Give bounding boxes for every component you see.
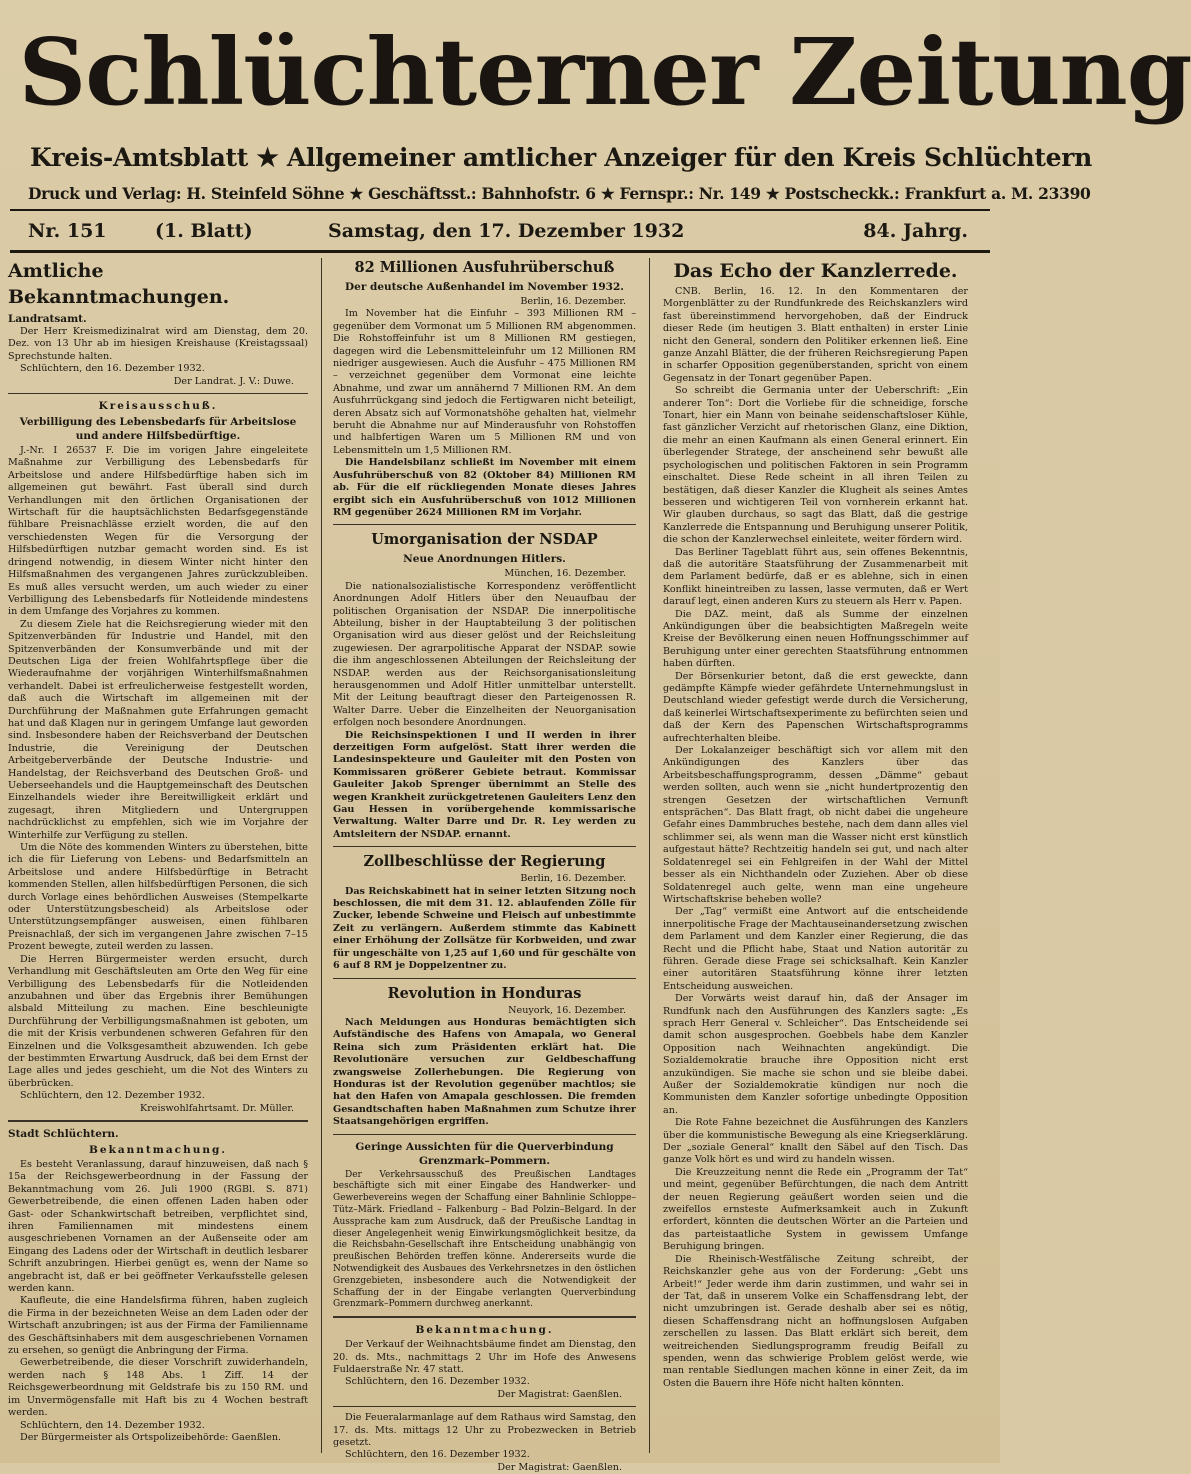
issue-date: Samstag, den 17. Dezember 1932 bbox=[328, 220, 685, 242]
separator bbox=[333, 1406, 636, 1407]
article-title: 82 Millionen Ausfuhrüberschuß bbox=[354, 259, 615, 276]
separator bbox=[333, 846, 636, 847]
column-divider bbox=[649, 258, 650, 1453]
article-paragraph: Der Vorwärts weist darauf hin, daß der Ansager im Rundfunk nach den Ausführungen des Kanzlers sagte: „Es sprach Herr General v. Schleicher“. Das Entscheidende sei damit schon ausgesprochen. Goebbels habe dem Kanzler Opposition nach Weihnachten angekündigt. Die Sozialdemokratie brauche ihre Opposition nicht erst anzukündigen. Sie mache sie schon und sie bleibe dabei. Außer der Sozialdemokratie kündigen nur noch die Kommunisten dem Kanzler sofortige unbedingte Opposition an. bbox=[663, 993, 968, 1116]
article-dateline: Berlin, 16. Dezember. bbox=[520, 296, 626, 307]
article-paragraph: Die Reichsinspektionen I und II werden in ihrer derzeitigen Form aufgelöst. Statt ihrer werden die Landesinspekteure und Gauleiter mit den Posten von Kommissaren größerer Gebiete betraut. Kommissar Gauleiter Jakob Sprenger übernimmt an Stelle des wegen Krankheit zurückgetretenen Gauleiters Lenz den Gau Hessen in vorübergehende kommissarische Verwaltung. Walter Darre und Dr. R. Ley werden zu Amtsleitern der NSDAP. ernannt. bbox=[333, 729, 636, 840]
notice-paragraph: J.-Nr. I 26537 F. Die im vorigen Jahre eingeleitete Maßnahme zur Verbilligung des Lebensbedarfs für Arbeitslose und andere Hilfsbedürftige haben sich im allgemeinen gut bewährt. Fast überall sind durch Verhandlungen mit den örtlichen Organisationen der Wirtschaft für die hauptsächlichsten Bedarfsgegenstände fühlbare Preisnachlässe erzielt worden, die auf den verschiedensten Wegen für die Versorgung der Hilfsbedürftigen nutzbar gemacht worden sind. Es ist dringend notwendig, in diesem Winter nicht hinter den Hilfsmaßnahmen des vergangenen Jahres zurückzubleiben. Es muß alles versucht werden, um auch wieder zu einer Verbilligung des Lebensbedarfs für Notleidende mindestens in dem Umfange des Vorjahres zu kommen. bbox=[8, 445, 308, 618]
article-subtitle: Neue Anordnungen Hitlers. bbox=[403, 553, 566, 566]
notice-paragraph: Gewerbetreibende, die dieser Vorschrift zuwiderhandeln, werden nach § 148 Abs. 1 Ziff. 14 der Reichsgewerbeordnung mit Geldstrafe bis zu 150 RM. und im Unvermögensfalle mit Haft bis zu 4 Wochen bestraft werden. bbox=[8, 1357, 308, 1419]
article-subtitle: Der deutsche Außenhandel im November 1932. bbox=[345, 281, 624, 293]
article-title: Das Echo der Kanzlerrede. bbox=[673, 260, 958, 282]
column-official-notices bbox=[8, 258, 308, 1453]
column-news bbox=[333, 258, 636, 1473]
article-paragraph: Im November hat die Einfuhr – 393 Millionen RM – gegenüber dem Vormonat um 5 Millionen RM abgenommen. Die Rohstoffeinfuhr ist um 8 Millionen RM gestiegen, dagegen wird die Lebensmitteleinfuhr um 12 Millionen RM niedriger ausgewiesen. Auch die Ausfuhr – 475 Millionen RM – verzeichnet gegenüber dem Vormonat eine leichte Abnahme, und zwar um annähernd 7 Millionen RM. An dem Ausfuhrrückgang sind jedoch die Fertigwaren nicht beteiligt, deren Absatz sich auf Vormonatshöhe gehalten hat, vielmehr beruht die Abnahme nur auf Minderausfuhr von Rohstoffen und halbfertigen Waren um 5 Millionen RM und von Lebensmitteln um 1,5 Millionen RM. bbox=[333, 308, 636, 456]
notice-title: Verbilligung des Lebensbedarfs für Arbeitslose und andere Hilfsbedürftige. bbox=[19, 416, 297, 443]
dateline-rule bbox=[10, 250, 990, 253]
article-paragraph: Der Börsenkurier betont, daß die erst geweckte, dann gedämpfte Kämpfe wieder gefährdete Unternehmungslust in Deutschland wieder gefestigt werde durch die Versicherung, daß keinerlei Wirtschaftsexperimente zu befürchten seien und daß der Kern des Papenschen Wirtschaftsprogramms aufrechterhalten bleibe. bbox=[663, 670, 968, 744]
article-title: Revolution in Honduras bbox=[387, 984, 582, 1002]
notice-paragraph: Kaufleute, die eine Handelsfirma führen, haben zugleich die Firma in der bezeichneten Weise an dem Laden oder der Wirtschaft anzubringen; ist aus der Firma der Familienname des Geschäftsinhabers mit dem ausgeschriebenen Vornamen zu ersehen, so genügt die Anbringung der Firma. bbox=[8, 1295, 308, 1357]
notice-signature: Der Bürgermeister als Ortspolizeibehörde: Gaenßlen. bbox=[20, 1431, 282, 1443]
publisher-line: Druck und Verlag: H. Steinfeld Söhne ★ Geschäftsst.: Bahnhofstr. 6 ★ Fernspr.: Nr. 149 ★ Postscheckk.: Frankfurt a. M. 23390 bbox=[28, 184, 1091, 203]
article-dateline: Berlin, 16. Dezember. bbox=[520, 873, 626, 885]
separator bbox=[333, 1134, 636, 1135]
column-chancellor-speech bbox=[663, 258, 968, 1453]
article-dateline: Neuyork, 16. Dezember. bbox=[508, 1004, 626, 1016]
masthead-rule bbox=[10, 209, 990, 211]
notice-paragraph: Um die Nöte des kommenden Winters zu überstehen, bitte ich die für Lieferung von Lebens- und Bedarfsmitteln an Arbeitslose und andere Hilfsbedürftige in Betracht kommenden Stellen, allen hilfsbedürftigen Personen, die sich durch Vorlage eines behördlichen Ausweises (Stempelkarte oder Unterstützungsbescheid) als Arbeitslose oder Unterstützungsempfänger ausweisen, einen fühlbaren Preisnachlaß, der sich im vergangenen Jahre zwischen 7–15 Prozent bewegte, zuteil werden zu lassen. bbox=[8, 842, 308, 953]
dateline-bar bbox=[28, 214, 972, 248]
notice-paragraph: Der Verkauf der Weihnachtsbäume findet am Dienstag, den 20. ds. Mts., nachmittags 2 Uhr im Hofe des Anwesens Fuldaerstraße Nr. 47 statt. bbox=[333, 1339, 636, 1375]
article-paragraph: CNB. Berlin, 16. 12. In den Kommentaren der Morgenblätter zu der Rundfunkrede des Reichskanzlers wird fast übereinstimmend hervorgehoben, daß der Eindruck dieser Rede (im heutigen 3. Blatt enthalten) in erster Linie nicht den General, sondern den Politiker erkennen ließ. Eine ganze Anzahl Blätter, die der früheren Reichsregierung Papen in scharfer Opposition gegenüberstanden, spricht von einem Gegensatz in der Tonart gegenüber Papen. bbox=[663, 286, 968, 384]
notice-text: Der Herr Kreismedizinalrat wird am Dienstag, dem 20. Dez. von 13 Uhr ab im hiesigen Kreishause (Kreistagssaal) Sprechstunde halten. bbox=[8, 326, 308, 362]
masthead-title: Schlüchterner Zeitung bbox=[18, 18, 1191, 126]
notice-dateplace: Schlüchtern, den 12. Dezember 1932. bbox=[20, 1090, 205, 1102]
notice-signature: Kreiswohlfahrtsamt. Dr. Müller. bbox=[140, 1102, 294, 1114]
article-paragraph: Nach Meldungen aus Honduras bemächtigten sich Aufständische des Hafens von Amapala, wo General Reina sich zum Präsidenten erklärt hat. Die Revolutionäre versuchen zur Geldbeschaffung zwangsweise Zollerhebungen. Die Regierung von Honduras ist der Revolution gegenüber machtlos; sie hat den Hafen von Amapala geschlossen. Die fremden Gesandtschaften haben Maßnahmen zum Schutze ihrer Staatsangehörigen ergriffen. bbox=[333, 1016, 636, 1128]
separator bbox=[8, 1120, 308, 1122]
separator bbox=[333, 978, 636, 979]
sheet-number: (1. Blatt) bbox=[155, 220, 253, 242]
article-dateline: München, 16. Dezember. bbox=[504, 568, 626, 580]
article-paragraph: Die Handelsbilanz schließt im November mit einem Ausfuhrüberschuß von 82 (Oktober 84) Millionen RM ab. Für die elf rückliegenden Monate dieses Jahres ergibt sich ein Ausfuhrüberschuß von 1012 Millionen RM gegenüber 2624 Millionen RM im Vorjahr. bbox=[333, 457, 636, 518]
notice-paragraph: Es besteht Veranlassung, darauf hinzuweisen, daß nach § 15a der Reichsgewerbeordnung in der Fassung der Bekanntmachung vom 26. Juli 1900 (RGBl. S. 871) Gewerbetreibende, die einen offenen Laden haben oder Gast- oder Schankwirtschaft betreiben, verpflichtet sind, ihren Familiennamen mit mindestens einem ausgeschriebenen Vornamen an der Außenseite oder am Eingang des Ladens oder der Wirtschaft in deutlich lesbarer Schrift anzubringen. Hierbei genügt es, wenn der Name so angebracht ist, daß er bei geöffneter Verkaufsstelle gelesen werden kann. bbox=[8, 1158, 308, 1295]
notice-title: Bekanntmachung. bbox=[89, 1143, 227, 1156]
article-paragraph: Das Berliner Tageblatt führt aus, sein offenes Bekenntnis, daß die autoritäre Staatsführung der Zusammenarbeit mit dem Parlament bedürfe, daß er es ablehne, sich in einen Konflikt hineintreiben zu lassen, lasse vermuten, daß er Wert darauf legt, einen anderen Kurs zu steuern als Herr v. Papen. bbox=[663, 546, 968, 608]
separator bbox=[8, 393, 308, 394]
volume-year: 84. Jahrg. bbox=[863, 220, 968, 242]
article-paragraph: Der Verkehrsausschuß des Preußischen Landtages beschäftigte sich mit einer Eingabe des Handwerker- und Gewerbevereins wegen der Schaffung einer Bahnlinie Schloppe–Tütz–Märk. Friedland – Falkenburg – Bad Polzin–Belgard. In der Aussprache kam zum Ausdruck, daß der Preußische Landtag in dieser Angelegenheit wenig Einwirkungsmöglichkeit besitze, da die Reichsbahn-Gesellschaft ihre Entscheidung unabhängig von preußischen Behörden treffen könne. Andererseits wurde die Notwendigkeit des Ausbaues des Verkehrsnetzes in den östlichen Grenzgebieten, insbesondere auch die Notwendigkeit der Schaffung der in der Eingabe verlangten Querverbindung Grenzmark–Pommern durchweg anerkannt. bbox=[333, 1169, 636, 1310]
notice-dateplace: Schlüchtern, den 16. Dezember 1932. bbox=[345, 1449, 530, 1461]
article-title: Geringe Aussichten für die Querverbindung Grenzmark–Pommern. bbox=[355, 1140, 614, 1167]
article-paragraph: Der Lokalanzeiger beschäftigt sich vor allem mit den Ankündigungen des Kanzlers über das Arbeitsbeschaffungsprogramm, dessen „Dämme“ gebaut werden sollten, auch wenn sie „nicht hundertprozentig den strengen Gesetzen der wirtschaftlichen Vernunft entsprächen“. Das Blatt fragt, ob nicht dabei die ungeheure Gefahr eines Dammbruches bestehe, nach dem dann alles viel schlimmer sei, als wenn man die Wasser nicht erst künstlich aufgestaut hätte? Rechtzeitig handeln sei gut, und nach alter Soldatenregel sei ein Fehlgreifen in der Wahl der Mittel besser als ein Nichthandeln oder Zuziehen. Aber ob diese Soldatenregel auch gelte, wenn man eine ungeheure Wirtschaftskrise beheben wolle? bbox=[663, 745, 968, 905]
column-divider bbox=[321, 258, 322, 1453]
notice-dateplace: Schlüchtern, den 14. Dezember 1932. bbox=[20, 1419, 205, 1431]
notice-title: Bekanntmachung. bbox=[415, 1324, 554, 1337]
article-paragraph: Die Rheinisch-Westfälische Zeitung schreibt, der Reichskanzler gehe aus von der Forderung: „Gebt uns Arbeit!“ Jeder werde ihm darin zustimmen, und wahr sei in der Tat, daß in unserem Volke ein Schaffensdrang lebt, der nicht umzubringen ist. Gerade deshalb aber sei es nötig, diesen Schaffensdrang nicht an hoffnungslosen Aufgaben zerschellen zu lassen. Das Blatt erklärt sich bereit, dem weitreichenden Siedlungsprogramm freudig Beifall zu spenden, wenn das schwierige Problem gelöst werde, wie man rentable Siedlungen machen könne in einer Zeit, da im Osten die Bauern ihre Höfe nicht halten könnten. bbox=[663, 1253, 968, 1389]
separator bbox=[333, 1316, 636, 1318]
notice-dateplace: Schlüchtern, den 16. Dezember 1932. bbox=[345, 1376, 530, 1388]
article-paragraph: Die Rote Fahne bezeichnet die Ausführungen des Kanzlers über die kommunistische Bewegung als eine Kriegserklärung. Der „soziale General“ knallt den Säbel auf den Tisch. Das ganze Volk hört es und wird zu handeln wissen. bbox=[663, 1117, 968, 1166]
article-paragraph: So schreibt die Germania unter der Ueberschrift: „Ein anderer Ton“: Dort die Vorliebe für die schneidige, forsche Tonart, hier ein Mann von beinahe seidenschaftsloser Kühle, fast gänzlicher Verzicht auf rhetorischen Glanz, eine Diktion, die mehr an einen Kaufmann als einen General erinnert. Ein überlegender Stratege, der anscheinend sehr bewußt alle psychologischen und politischen Faktoren in sein Programm einschaltet. Diese Rede scheint in all ihren Teilen zu bestätigen, daß dieser Kanzler die Klugheit als seines Amtes besseren und wichtigeren Teil von vornherein erkannt hat. Wir glauben durchaus, so sagt das Blatt, daß die gestrige Kanzlerrede die Entspannung und Beruhigung unserer Politik, die schon der Kanzlerwechsel einleitete, weiter fördern wird. bbox=[663, 385, 968, 546]
separator bbox=[333, 524, 636, 525]
notice-paragraph: Die Feueralarmanlage auf dem Rathaus wird Samstag, den 17. ds. Mts. mittags 12 Uhr zu Probezwecken in Betrieb gesetzt. bbox=[333, 1412, 636, 1448]
article-title: Zollbeschlüsse der Regierung bbox=[363, 853, 606, 871]
article-paragraph: Der „Tag“ vermißt eine Antwort auf die entscheidende innerpolitische Frage der Machtauseinandersetzung zwischen dem Parlament und dem Kanzler einer Regierung, die das Recht und die Pflicht habe, Staat und Nation autoritär zu führen. Gerade diese Frage sei schicksalhaft. Kein Kanzler einer autoritären Staatsführung könne ihrer letzten Entscheidung ausweichen. bbox=[663, 906, 968, 992]
section-heading: Amtliche Bekanntmachungen. bbox=[8, 260, 230, 308]
notice-signature: Der Magistrat: Gaenßlen. bbox=[497, 1388, 622, 1400]
article-title: Umorganisation der NSDAP bbox=[371, 531, 598, 549]
article-paragraph: Die DAZ. meint, daß als Summe der einzelnen Ankündigungen über die beabsichtigten Maßregeln weite Kreise der Bevölkerung einen neuen Hoffnungsschimmer auf Beruhigung unter einer gerechten Staatsführung entnommen haben dürften. bbox=[663, 608, 968, 670]
office-label: Stadt Schlüchtern. bbox=[8, 1127, 119, 1140]
notice-dateplace: Schlüchtern, den 16. Dezember 1932. bbox=[20, 363, 205, 375]
office-label: Landratsamt. bbox=[8, 313, 87, 325]
issue-number: Nr. 151 bbox=[28, 220, 107, 242]
notice-paragraph: Die Herren Bürgermeister werden ersucht, durch Verhandlung mit Geschäftsleuten am Orte den Weg für eine Verbilligung des Lebensbedarfs für die Notleidenden anzubahnen und über das Ergebnis ihrer Bemühungen alsbald Mitteilung zu machen. Eine beschleunigte Durchführung der Verbilligungsmaßnahmen ist geboten, um die mit der Krisis verbundenen schweren Gefahren für den Einzelnen und die Volksgesamtheit abzuwenden. Ich gebe der bestimmten Erwartung Ausdruck, daß bei dem Ernst der Lage alles und jedes geschieht, um die Not des Winters zu überbrücken. bbox=[8, 953, 308, 1089]
article-paragraph: Die Kreuzzeitung nennt die Rede ein „Programm der Tat“ und meint, gegenüber Befürchtungen, die nach dem Antritt der neuen Regierung geäußert worden seien und die zweifellos ernsteste Aufmerksamkeit auch in Zukunft erfordert, könnten die deutschen Wörter an die Parteien und das parteistaatliche System in gewissem Umfange Beruhigung bringen. bbox=[663, 1166, 968, 1253]
notice-signature: Der Magistrat: Gaenßlen. bbox=[497, 1461, 622, 1473]
article-paragraph: Das Reichskabinett hat in seiner letzten Sitzung noch beschlossen, die mit dem 31. 12. ablaufenden Zölle für Zucker, lebende Schweine und Fleisch auf unbestimmte Zeit zu verlängern. Außerdem stimmte das Kabinett einer Erhöhung der Zollsätze für Korbweiden, und zwar für ungeschälte von 1,25 auf 1,60 und für geschälte von 6 auf 8 RM je Doppelzentner zu. bbox=[333, 885, 636, 972]
office-label: Kreisausschuß. bbox=[98, 400, 218, 413]
notice-paragraph: Zu diesem Ziele hat die Reichsregierung wieder mit den Spitzenverbänden für Industrie und Handel, mit den Spitzenverbänden der Konsumverbände und mit der Deutschen Liga der freien Wohlfahrtspflege über die Wiederaufnahme der vorjährigen Winterhilfsmaßnahmen verhandelt. Dabei ist erfreulicherweise festgestellt worden, daß auch die Wirtschaft im allgemeinen mit der Durchführung der Maßnahmen gute Erfahrungen gemacht hat und daß Klagen nur in geringem Umfange laut geworden sind. Insbesondere haben der Reichsverband der Deutschen Industrie, die Vereinigung der Deutschen Arbeitgeberverbände der Deutsche Industrie- und Handelstag, der Reichsverband des Deutschen Groß- und Ueberseehandels und die Hauptgemeinschaft des Deutschen Einzelhandels wieder ihre Bereitwilligkeit erklärt und zugesagt, ihren Mitgliedern und Untergruppen nachdrücklichst zu empfehlen, sich wie im Vorjahre der Winterhilfe zur Verfügung zu stellen. bbox=[8, 618, 308, 841]
notice-signature: Der Landrat. J. V.: Duwe. bbox=[173, 375, 294, 387]
article-paragraph: Die nationalsozialistische Korrespondenz veröffentlicht Anordnungen Adolf Hitlers über den Neuaufbau der politischen Organisation der NSDAP. Die innerpolitische Abteilung, bisher in der Hauptabteilung 3 der politischen Organisation wird aus dieser gelöst und der Reichsleitung zugewiesen. Der agrarpolitische Apparat der NSDAP. sowie die ihm angeschlossenen Abteilungen der Reichsleitung der NSDAP. werden aus der Reichsorganisationsleitung herausgenommen und Adolf Hitler unmittelbar unterstellt. Mit der Leitung beauftragt dieser den Parteigenossen R. Walter Darre. Ueber die Einzelheiten der Neuorganisation erfolgen noch besondere Anordnungen. bbox=[333, 580, 636, 729]
masthead-subtitle: Kreis-Amtsblatt ★ Allgemeiner amtlicher Anzeiger für den Kreis Schlüchtern bbox=[30, 143, 1092, 172]
